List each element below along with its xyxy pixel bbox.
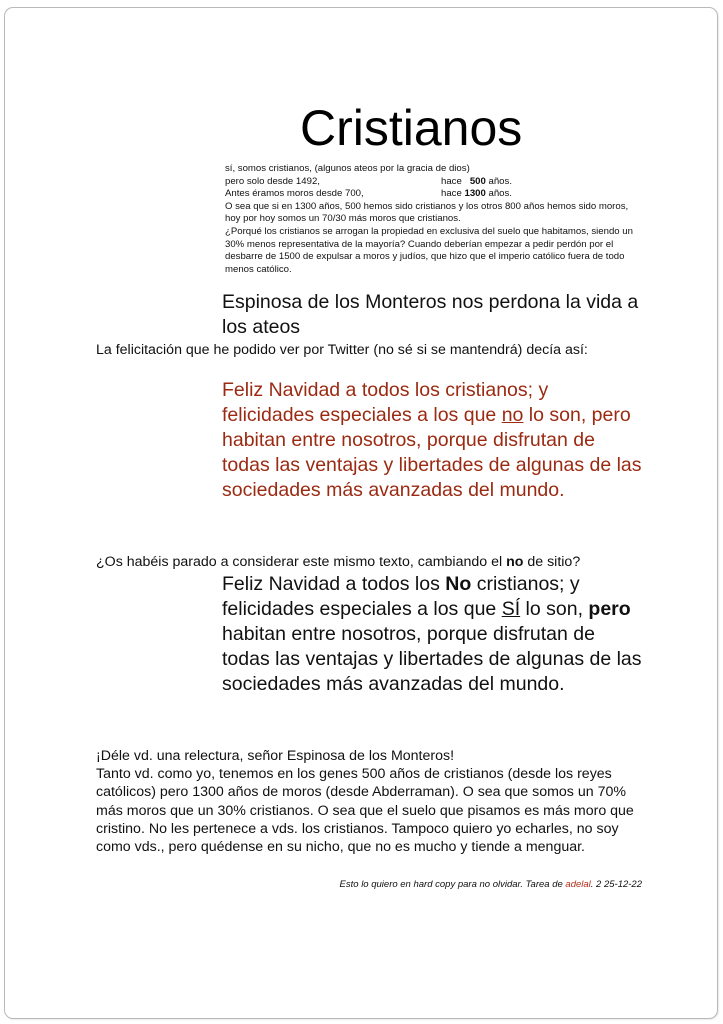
original-quote-underlined: no (501, 404, 524, 426)
intro-line-1 (225, 163, 645, 176)
modified-quote (222, 572, 642, 697)
modified-quote-underlined: SÍ (501, 598, 521, 620)
intro-paragraph-1: O sea que si en 1300 años, 500 hemos sido cristianos y los otros 800 años hemos sido moros, hoy por hoy somos un 70/30 más moros que cristianos. (225, 200, 629, 225)
question-bold: no (506, 554, 524, 570)
intro-line-2-post: años. (485, 175, 512, 187)
intro-line-2 (225, 176, 645, 189)
modified-quote-bold-2: pero (588, 598, 631, 620)
modified-quote-part-3: lo son, (520, 598, 589, 620)
modified-quote-part-2: cristianos; y felicidades especiales a los que (222, 573, 580, 620)
original-quote-part-1: Feliz Navidad a todos los cristianos; y felicidades especiales a los que (222, 379, 549, 426)
footer-pre: Esto lo quiero en hard copy para no olvidar. Tarea de (339, 879, 566, 890)
page-title: Cristianos (300, 100, 523, 156)
intro-line-3-left: Antes éramos moros desde 700, (225, 188, 364, 200)
question-post: de sitio? (523, 554, 581, 570)
original-quote-part-2: lo son, pero habitan entre nosotros, porque disfrutan de todas las ventajas y libertades de algunas de las sociedades más avanzadas del mundo. (222, 404, 642, 501)
footer-note (290, 879, 642, 891)
original-quote (222, 378, 642, 503)
intro-line-3 (225, 188, 645, 201)
intro-paragraph-2: ¿Porqué los cristianos se arrogan la propiedad en exclusiva del suelo que habitamos, siendo un 30% menos representativa de la mayoría? Cuando deberían empezar a pedir perdón por el desbarre de 1500 de expulsar a moros y judíos, que hizo que el imperio católico fuera de todo menos católico. (225, 225, 633, 275)
modified-quote-part-1: Feliz Navidad a todos los (222, 573, 446, 595)
closing-paragraph: Tanto vd. como yo, tenemos en los genes 500 años de cristianos (desde los reyes católicos) pero 1300 años de moros (desde Abderraman). O sea que somos un 70% más moros que un 30% cristianos. O sea que el suelo que pisamos es más moro que cristino. No les pertenece a vds. los cristianos. Tampoco quiero yo echarles, no soy como vds., pero quédense en su nicho, que no es mucho y tiende a menguar. (96, 766, 634, 856)
intro-block (225, 163, 645, 276)
modified-quote-part-4: habitan entre nosotros, porque disfrutan de todas las ventajas y libertades de algunas de las sociedades más avanzadas del mundo. (222, 623, 642, 695)
closing-block (96, 747, 636, 856)
closing-line-1: ¡Déle vd. una relectura, señor Espinosa de los Monteros! (96, 748, 455, 764)
intro-line-1-text: sí, somos cristianos, (algunos ateos por la gracia de dios) (225, 163, 470, 174)
intro-line-2-bold: 500 (469, 175, 486, 187)
lead-paragraph: La felicitación que he podido ver por Twitter (no sé si se mantendrá) decía así: (96, 342, 588, 358)
intro-line-3-pre: hace (441, 188, 465, 200)
section-heading: Espinosa de los Monteros nos perdona la vida a los ateos (222, 291, 639, 338)
modified-quote-bold-1: No (445, 573, 472, 595)
question-pre: ¿Os habéis parado a considerar este mismo texto, cambiando el (96, 554, 507, 570)
footer-post: . 2 25-12-22 (590, 879, 642, 890)
intro-line-3-right (441, 188, 512, 201)
document-page (4, 7, 718, 1019)
intro-line-3-bold: 1300 (464, 188, 486, 200)
author-link[interactable]: adelal (565, 879, 591, 890)
intro-line-2-pre: hace (441, 175, 465, 187)
question-line (96, 553, 656, 571)
intro-line-3-post: años. (485, 188, 512, 200)
intro-line-2-right (441, 176, 512, 189)
intro-line-2-left: pero solo desde 1492, (225, 175, 320, 187)
